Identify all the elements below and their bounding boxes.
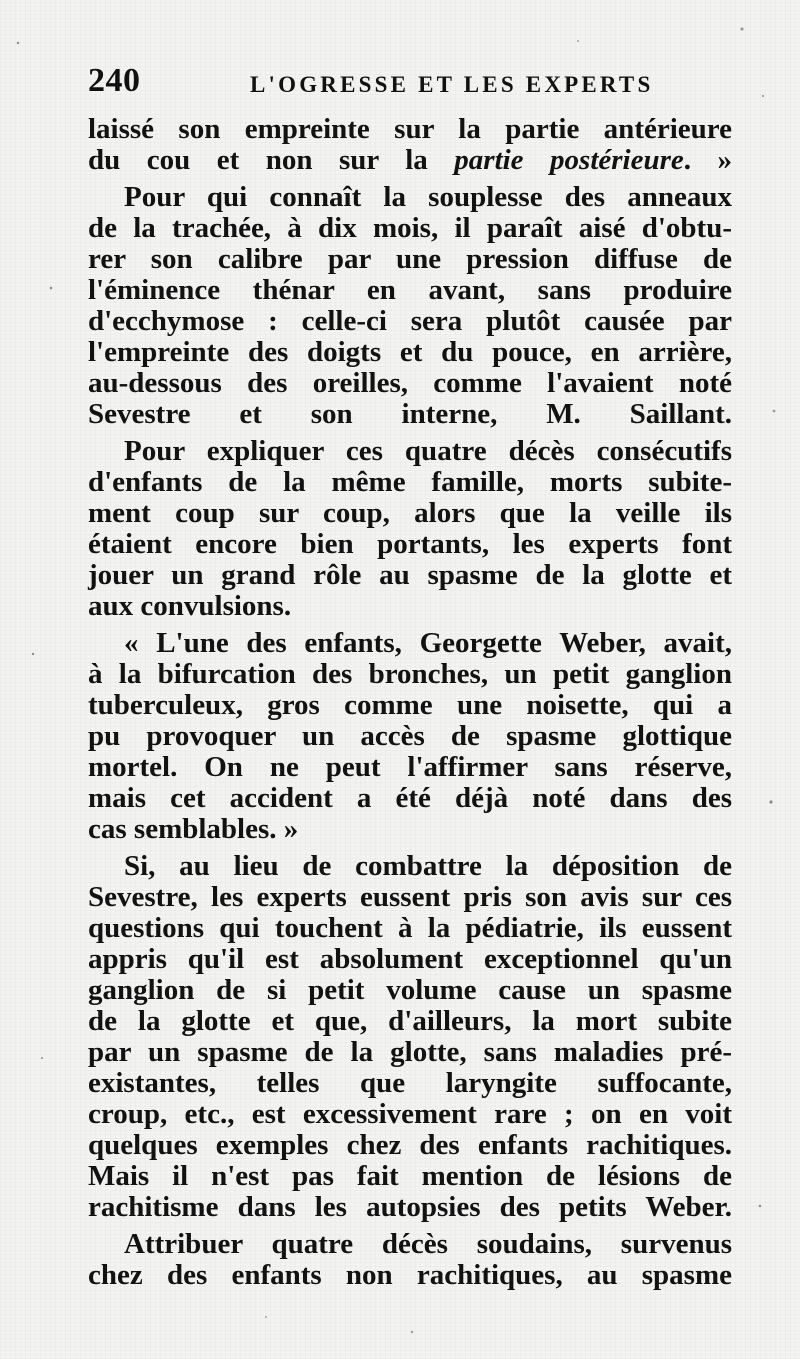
quoted-paragraph-line-4: pu provoquer un accès de spasme glottique bbox=[88, 720, 732, 752]
paragraph-5-line-6: de la glotte et que, d'ailleurs, la mort subite bbox=[88, 1005, 732, 1037]
paragraph-6 bbox=[88, 1229, 732, 1291]
paragraph-5-line-9: croup, etc., est excessivement rare ; on en voit bbox=[88, 1098, 732, 1130]
quoted-paragraph-line-5: mortel. On ne peut l'affirmer sans réserve, bbox=[88, 751, 732, 783]
paragraph-3-line-5: jouer un grand rôle au spasme de la glotte et bbox=[88, 559, 732, 591]
paragraph-5-line-3: questions qui touchent à la pédiatrie, ils eussent bbox=[88, 912, 732, 944]
paragraph-2-line-2: de la trachée, à dix mois, il paraît aisé d'obtu- bbox=[88, 212, 732, 244]
paragraph-5-line-4: appris qu'il est absolument exceptionnel qu'un bbox=[88, 943, 732, 975]
paragraph-5-line-8: existantes, telles que laryngite suffocante, bbox=[88, 1067, 732, 1099]
paragraph-5 bbox=[88, 851, 732, 1223]
quoted-paragraph-line-7: cas semblables. » bbox=[88, 813, 299, 845]
paragraph-2-line-4: l'éminence thénar en avant, sans produire bbox=[88, 274, 732, 306]
paragraph-6-line-2: chez des enfants non rachitiques, au spasme bbox=[88, 1259, 732, 1291]
quoted-paragraph-line-1: « L'une des enfants, Georgette Weber, avait, bbox=[124, 627, 732, 659]
paragraph-3-line-1: Pour expliquer ces quatre décès consécutifs bbox=[124, 435, 732, 467]
running-title: L'OGRESSE ET LES EXPERTS bbox=[250, 72, 654, 97]
quoted-paragraph-line-6: mais cet accident a été déjà noté dans des bbox=[88, 782, 732, 814]
paragraph-5-line-2: Sevestre, les experts eussent pris son avis sur ces bbox=[88, 881, 732, 913]
paragraph-2 bbox=[88, 182, 732, 430]
paragraph-1-line-2-prefix: du cou et non sur la bbox=[88, 144, 455, 176]
paragraph-5-line-10: quelques exemples chez des enfants rachitiques. bbox=[88, 1129, 732, 1161]
paragraph-2-line-1: Pour qui connaît la souplesse des anneaux bbox=[124, 181, 732, 213]
paragraph-5-line-11: Mais il n'est pas fait mention de lésions de bbox=[88, 1160, 732, 1192]
paragraph-1-line-1: laissé son empreinte sur la partie antérieure bbox=[88, 113, 732, 145]
quoted-paragraph-line-3: tuberculeux, gros comme une noisette, qui a bbox=[88, 689, 732, 721]
paragraph-2-line-5: d'ecchymose : celle-ci sera plutôt causée par bbox=[88, 305, 732, 337]
paragraph-2-line-8: Sevestre et son interne, M. Saillant. bbox=[88, 398, 732, 430]
paragraph-5-line-1: Si, au lieu de combattre la déposition de bbox=[124, 850, 732, 882]
paragraph-5-line-5: ganglion de si petit volume cause un spasme bbox=[88, 974, 732, 1006]
paragraph-2-line-6: l'empreinte des doigts et du pouce, en arrière, bbox=[88, 336, 732, 368]
paragraph-3-line-2: d'enfants de la même famille, morts subite- bbox=[88, 466, 732, 498]
italic-emphasis-phrase: partie postérieure bbox=[454, 144, 684, 176]
paragraph-3 bbox=[88, 436, 732, 622]
page-header bbox=[88, 62, 728, 102]
paragraph-3-line-4: étaient encore bien portants, les experts font bbox=[88, 528, 732, 560]
quoted-paragraph-line-2: à la bifurcation des bronches, un petit ganglion bbox=[88, 658, 732, 690]
paragraph-3-line-6: aux convulsions. bbox=[88, 590, 292, 622]
paragraph-2-line-7: au-dessous des oreilles, comme l'avaient noté bbox=[88, 367, 732, 399]
paragraph-2-line-3: rer son calibre par une pression diffuse de bbox=[88, 243, 732, 275]
page-number: 240 bbox=[88, 62, 141, 99]
quoted-paragraph bbox=[88, 628, 732, 845]
paragraph-5-line-12: rachitisme dans les autopsies des petits Weber. bbox=[88, 1191, 732, 1223]
paragraph-1-line-2-suffix: . » bbox=[683, 144, 732, 176]
paragraph-5-line-7: par un spasme de la glotte, sans maladies pré- bbox=[88, 1036, 732, 1068]
main-text bbox=[88, 114, 732, 1314]
paragraph-3-line-3: ment coup sur coup, alors que la veille ils bbox=[88, 497, 732, 529]
paragraph-1-line-2 bbox=[88, 145, 732, 176]
paragraph-1 bbox=[88, 114, 732, 176]
paragraph-6-line-1: Attribuer quatre décès soudains, survenus bbox=[124, 1228, 732, 1260]
